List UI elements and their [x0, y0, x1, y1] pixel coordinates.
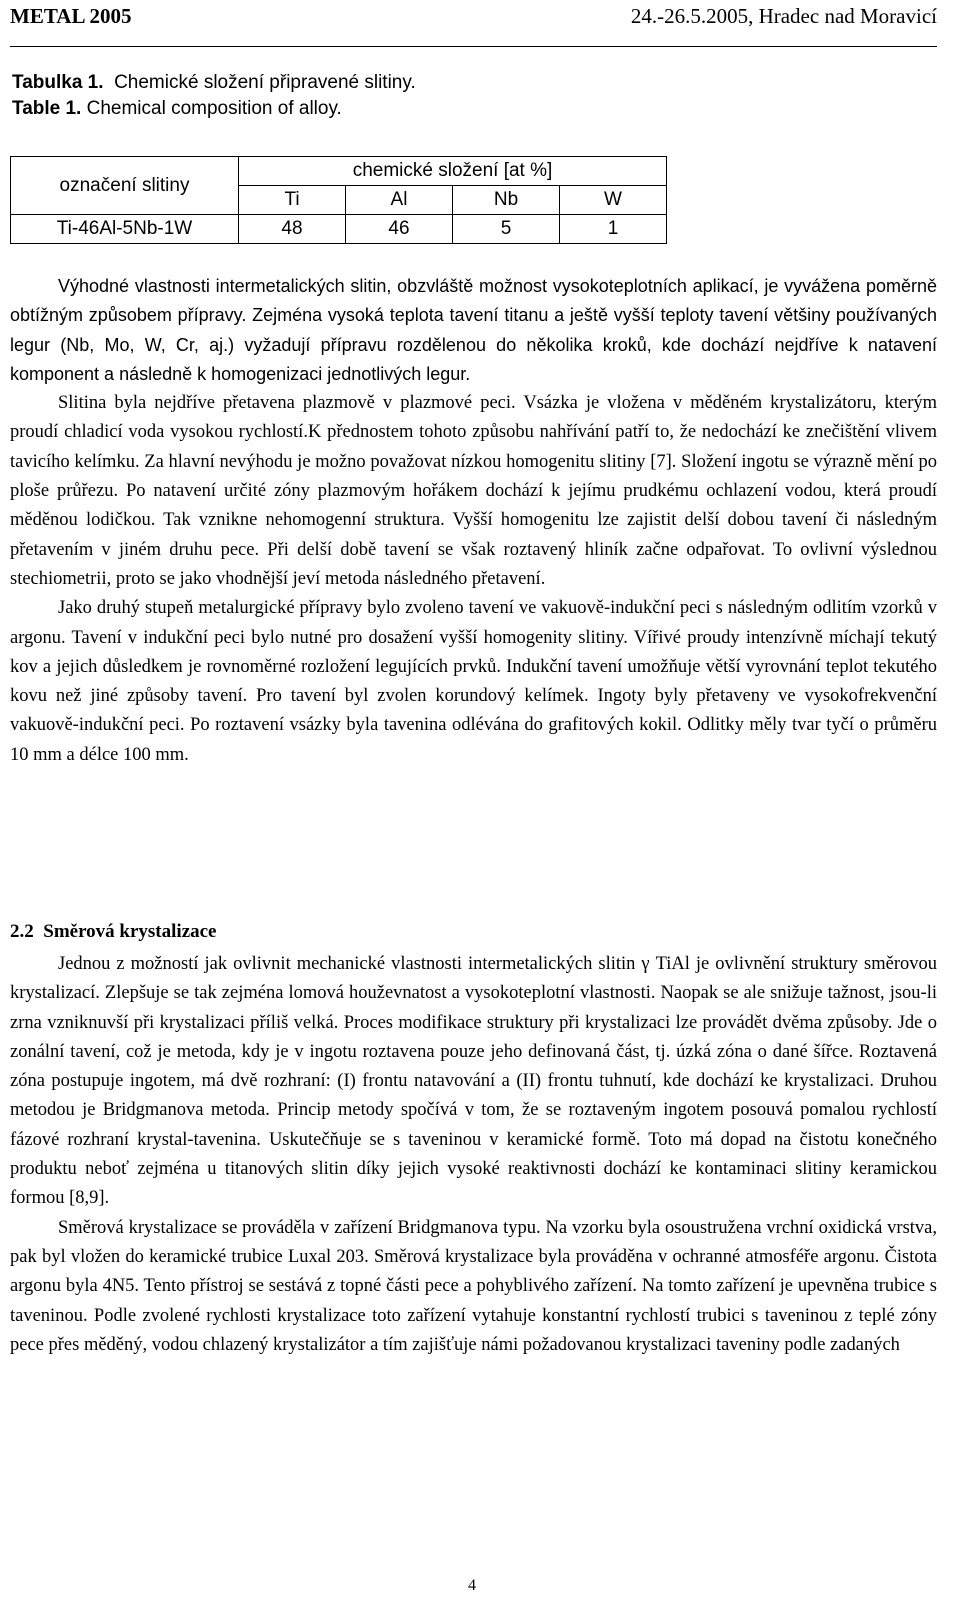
paragraph: Jako druhý stupeň metalurgické přípravy bylo zvoleno tavení ve vakuově-indukční peci s následným odlitím vzorků v argonu. Tavení v indukční peci bylo nutné pro dosažení vyšší homogenity slitiny. Vířivé proudy intenzívně míchají tekutý kov a jejich důsledkem je rovnoměrné rozložení legujících prvků. Indukční tavení umožňuje větší vyrovnání teplot tekutého kovu než jiné způsoby tavení. Pro tavení byl zvolen korundový kelímek. Ingoty byly přetaveny ve vysokofrekvenční vakuově-indukční peci. Po roztavení vsázky byla tavenina odlévána do grafitových kokil. Odlitky měly tvar tyčí o průměru 10 mm a délce 100 mm. [10, 598, 937, 765]
table-row [11, 215, 667, 244]
table-column-header: Ti [239, 186, 346, 215]
table-row-header: označení slitiny [11, 157, 239, 215]
section-number: 2.2 [10, 921, 34, 942]
paragraph: Výhodné vlastnosti intermetalických slitin, obzvláště možnost vysokoteplotních aplikací, je vyvážena poměrně obtížným způsobem přípravy. Zejména vysoká teplota tavení titanu a ještě vyšší teploty tavení většiny používaných legur (Nb, Mo, W, Cr, aj.) vyžadují přípravu rozdělenou do několika kroků, kde dochází nejdříve k natavení komponent a následně k homogenizaci jednotlivých legur. [10, 276, 937, 384]
section-heading [10, 921, 217, 943]
alloy-name-cell: Ti-46Al-5Nb-1W [11, 215, 239, 244]
page-number: 4 [468, 1577, 476, 1594]
body-text-block-1 [10, 272, 937, 770]
conference-date-place: 24.-26.5.2005, Hradec nad Moravicí [630, 4, 937, 28]
table-group-header: chemické složení [at %] [239, 157, 667, 186]
table-column-header: Nb [453, 186, 560, 215]
table-cell: 46 [346, 215, 453, 244]
caption-english-label: Table 1. [12, 98, 82, 119]
paragraph: Směrová krystalizace se prováděla v zařízení Bridgmanova typu. Na vzorku byla osoustružena vrchní oxidická vrstva, pak byl vložen do keramické trubice Luxal 203. Směrová krystalizace byla prováděna v ochranné atmosféře argonu. Čistota argonu byla 4N5. Tento přístroj se sestává z topné části pece a pohyblivého zařízení. Na tomto zařízení je upevněna trubice s taveninou. Podle zvolené rychlosti krystalizace toto zařízení vytahuje konstantní rychlostí trubici s taveninou z teplé zóny pece přes měděný, vodou chlazený krystalizátor a tím zajišťuje námi požadovanou krystalizaci taveniny podle zadaných [10, 1217, 937, 1355]
table-column-header: W [560, 186, 667, 215]
caption-english [12, 96, 416, 122]
conference-title: METAL 2005 [10, 4, 132, 28]
composition-table [10, 156, 667, 244]
paragraph: Slitina byla nejdříve přetavena plazmově v plazmové peci. Vsázka je vložena v měděném krystalizátoru, kterým proudí chladicí voda vysokou rychlostí.K přednostem tohoto způsobu nahřívání patří to, že nedochází ke znečištění vlivem tavicího kelímku. Za hlavní nevýhodu je možno považovat nízkou homogenitu slitiny [7]. Složení ingotu se výrazně mění po ploše průřezu. Po natavení určité zóny plazmovým hořákem dochází k jejímu prudkému ochlazení vodou, která proudí měděnou lodičkou. Tak vznikne nehomogenní struktura. Vyšší homogenitu lze zajistit delší dobou tavení či následným přetavením v jiném druhu pece. Při delší době tavení se však roztavený hliník začne odpařovat. To ovlivní výslednou stechiometrii, proto se jako vhodnější jeví metoda následného přetavení. [10, 393, 937, 589]
caption-czech-label: Tabulka 1. [12, 72, 104, 93]
section-title: Směrová krystalizace [43, 921, 217, 942]
table-cell: 5 [453, 215, 560, 244]
page-header [10, 0, 937, 47]
table-cell: 48 [239, 215, 346, 244]
paragraph: Jednou z možností jak ovlivnit mechanické vlastnosti intermetalických slitin γ TiAl je ovlivnění struktury směrovou krystalizací. Zlepšuje se tak zejména lomová houževnatost a vysokoteplotní vlastnosti. Naopak se ale snižuje tažnost, jsou-li zrna vzniknuvší při krystalizaci příliš velká. Proces modifikace struktury při krystalizaci lze provádět dvěma způsoby. Jde o zonální tavení, což je metoda, kdy je v ingotu roztavena pouze jeho definovaná část, tj. úzká zóna o dané šířce. Roztavená zóna postupuje ingotem, má dvě rozhraní: (I) frontu natavování a (II) frontu tuhnutí, kde dochází ke krystalizaci. Druhou metodou je Bridgmanova metoda. Princip metody spočívá v tom, že se roztaveným ingotem posouvá pomalou rychlostí fázové rozhraní krystal-tavenina. Uskutečňuje se s taveninou v keramické formě. Toto má dopad na čistotu konečného produktu neboť zejména u titanových slitin díky jejich vysoké reaktivnosti dochází ke kontaminaci slitiny keramickou formou [8,9]. [10, 954, 937, 1209]
caption-czech-text: Chemické složení připravené slitiny. [114, 72, 416, 93]
table-cell: 1 [560, 215, 667, 244]
table-caption [12, 70, 416, 122]
caption-english-text: Chemical composition of alloy. [86, 98, 342, 119]
body-text-block-2 [10, 950, 937, 1360]
table-column-header: Al [346, 186, 453, 215]
caption-czech [12, 70, 416, 96]
